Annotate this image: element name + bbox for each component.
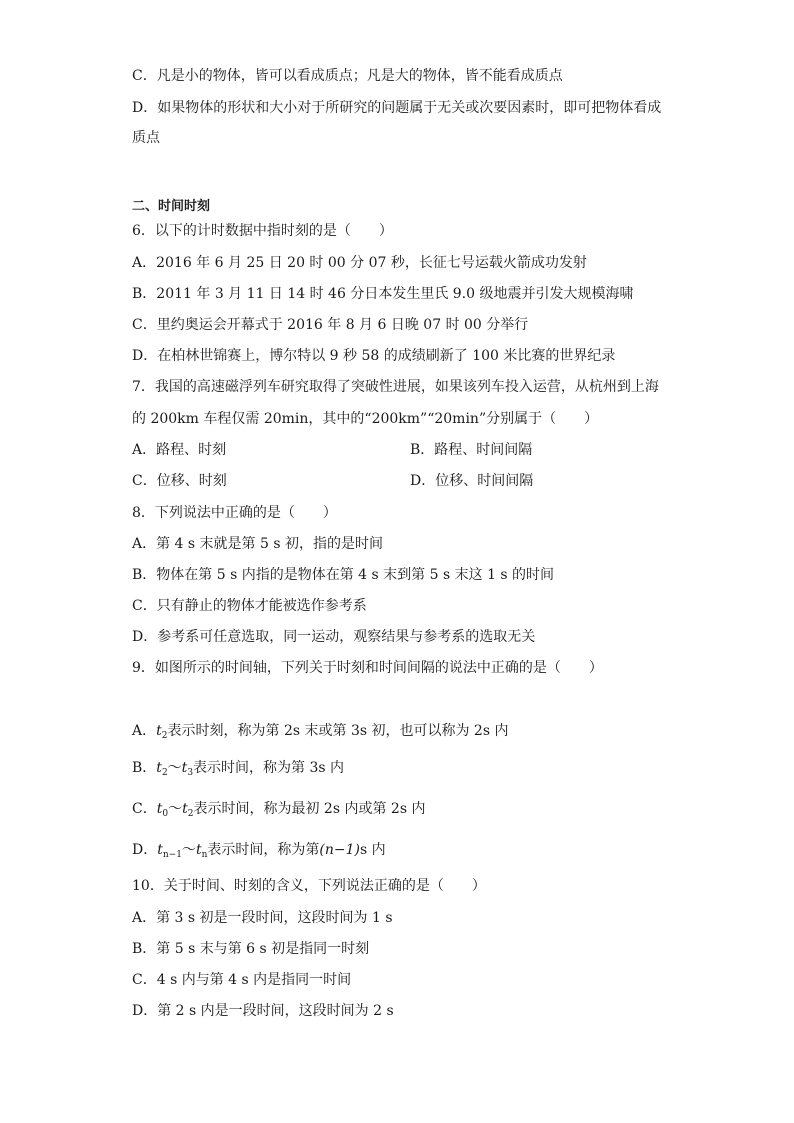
math-t: $t_3$: [181, 760, 194, 778]
option-label: A．: [132, 723, 157, 739]
q7-option-b: B．路程、时间间隔: [410, 442, 533, 458]
q6-option-c: C．里约奥运会开幕式于 2016 年 8 月 6 日晚 07 时 00 分举行: [132, 317, 529, 333]
option-label: B．: [132, 760, 157, 776]
q6-option-b: B．2011 年 3 月 11 日 14 时 46 分日本发生里氏 9.0 级地震并引发大规模海啸: [132, 286, 634, 302]
q7-option-d: D．位移、时间间隔: [410, 473, 534, 489]
q10-option-d: D．第 2 s 内是一段时间，这段时间为 2 s: [132, 1003, 394, 1019]
q10-option-a: A．第 3 s 初是一段时间，这段时间为 1 s: [132, 910, 393, 926]
math-t: $t_2$: [156, 723, 168, 741]
option-text: 表示时间，称为第: [207, 842, 320, 858]
q9-option-d: [132, 840, 386, 865]
q9-stem: 9．如图所示的时间轴，下列关于时刻和时间间隔的说法中正确的是（ ）: [132, 660, 603, 676]
q7-stem-cont: 的 200km 车程仅需 20min，其中的“200km”“20min”分别属于（ ）: [132, 411, 599, 427]
q9-option-a: [132, 721, 508, 746]
tilde: ～: [181, 842, 196, 858]
option-text: 表示时刻，称为第 2s 末或第 3s 初，也可以称为 2s 内: [167, 723, 509, 739]
q10-option-b: B．第 5 s 末与第 6 s 初是指同一时刻: [132, 941, 370, 957]
q6-option-d: D．在柏林世锦赛上，博尔特以 9 秒 58 的成绩刷新了 100 米比赛的世界纪录: [132, 348, 616, 364]
option-tail: s 内: [359, 842, 386, 858]
option-text: 表示时间，称为最初 2s 内或第 2s 内: [193, 801, 426, 817]
option-label: D．: [132, 842, 158, 858]
q5-option-d-cont: 质点: [132, 130, 160, 146]
section-title: 二、时间时刻: [132, 199, 211, 214]
q7-option-a: A．路程、时刻: [132, 442, 227, 458]
tilde: ～: [168, 801, 183, 817]
q7-option-c: C．位移、时刻: [132, 473, 227, 489]
q10-stem: 10．关于时间、时刻的含义，下列说法正确的是（ ）: [132, 878, 486, 894]
option-label: C．: [132, 801, 157, 817]
math-paren: (n−1): [319, 842, 360, 858]
math-t: $t_2$: [156, 760, 168, 778]
q8-option-c: C．只有静止的物体才能被选作参考系: [132, 598, 367, 614]
q7-stem: 7．我国的高速磁浮列车研究取得了突破性进展，如果该列车投入运营，从杭州到上海: [132, 379, 659, 395]
q8-option-a: A．第 4 s 末就是第 5 s 初，指的是时间: [132, 536, 383, 552]
q8-option-d: D．参考系可任意选取，同一运动，观察结果与参考系的选取无关: [132, 629, 536, 645]
q8-stem: 8．下列说法中正确的是（ ）: [132, 505, 337, 521]
q8-option-b: B．物体在第 5 s 内指的是物体在第 4 s 末到第 5 s 末这 1 s 的时间: [132, 567, 555, 583]
math-t: $t_{n-1}$: [157, 842, 182, 860]
math-t: $t_2$: [182, 801, 194, 819]
option-text: 表示时间，称为第 3s 内: [193, 760, 345, 776]
math-t: $t_n$: [195, 842, 208, 860]
math-t: $t_0$: [156, 801, 169, 819]
q6-option-a: A．2016 年 6 月 25 日 20 时 00 分 07 秒，长征七号运载火箭成功发射: [132, 255, 587, 271]
q9-option-c: [132, 799, 425, 824]
q10-option-c: C．4 s 内与第 4 s 内是指同一时间: [132, 972, 352, 988]
q5-option-c: C．凡是小的物体，皆可以看成质点；凡是大的物体，皆不能看成质点: [132, 68, 563, 84]
q5-option-d: D．如果物体的形状和大小对于所研究的问题属于无关或次要因素时，即可把物体看成: [132, 100, 662, 116]
tilde: ～: [167, 760, 182, 776]
q6-stem: 6．以下的计时数据中指时刻的是（ ）: [132, 223, 393, 239]
q9-option-b: [132, 758, 344, 783]
